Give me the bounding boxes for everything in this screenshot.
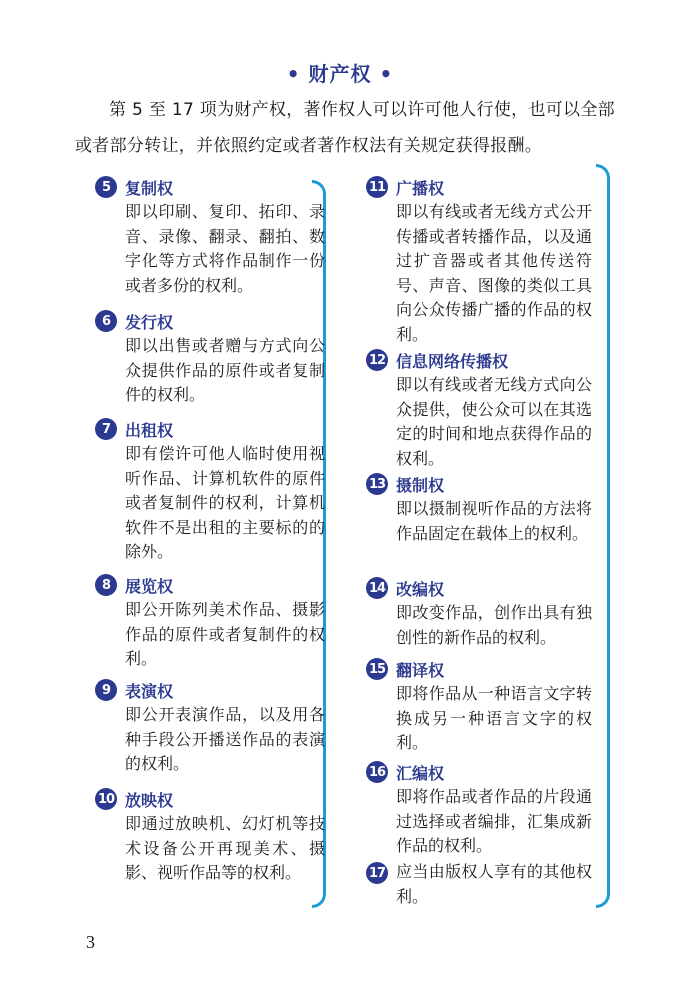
page-number: 3 xyxy=(86,932,95,952)
item-title: 广播权 xyxy=(396,178,445,198)
item-title: 信息网络传播权 xyxy=(396,351,509,371)
right-item xyxy=(366,347,596,471)
item-number-badge: 12 xyxy=(366,349,388,371)
item-description: 即以有线或者无线方式向公众提供，使公众可以在其选定的时间和地点获得作品的权利。 xyxy=(396,375,592,468)
bullet-right: • xyxy=(379,62,394,86)
right-item xyxy=(366,656,596,756)
item-number-badge: 7 xyxy=(95,418,117,440)
right-item xyxy=(95,174,325,298)
item-number-badge: 8 xyxy=(95,574,117,596)
item-number-badge: 14 xyxy=(366,577,388,599)
item-title: 应当由版权人享有的其他权利。 xyxy=(396,862,592,906)
intro-paragraph: 第 5 至 17 项为财产权，著作权人可以许可他人行使，也可以全部或者部分转让，并依照约定或者著作权法有关规定获得报酬。 xyxy=(75,100,615,156)
section-title: 财产权 xyxy=(308,62,372,86)
item-title: 摄制权 xyxy=(396,475,445,495)
item-title: 放映权 xyxy=(125,790,174,810)
item-description: 即以出售或者赠与方式向公众提供作品的原件或者复制件的权利。 xyxy=(125,336,325,404)
item-number-badge: 10 xyxy=(95,788,117,810)
item-number-badge: 17 xyxy=(366,862,388,884)
right-item xyxy=(95,308,325,408)
item-description: 即将作品或者作品的片段通过选择或者编排，汇集成新作品的权利。 xyxy=(396,787,592,855)
item-title: 翻译权 xyxy=(396,660,445,680)
right-item xyxy=(366,860,596,909)
item-number-badge: 6 xyxy=(95,310,117,332)
right-item xyxy=(95,786,325,886)
right-item xyxy=(366,575,596,650)
item-description: 即将作品从一种语言文字转换成另一种语言文字的权利。 xyxy=(396,684,592,752)
section-heading xyxy=(0,58,680,87)
right-item xyxy=(366,759,596,859)
item-title: 发行权 xyxy=(125,312,174,332)
right-item xyxy=(366,174,596,347)
item-title: 复制权 xyxy=(125,178,174,198)
item-number-badge: 9 xyxy=(95,679,117,701)
item-description: 即以印刷、复印、拓印、录音、录像、翻录、翻拍、数字化等方式将作品制作一份或者多份的权利。 xyxy=(125,202,325,295)
item-title: 表演权 xyxy=(125,681,174,701)
item-number-badge: 13 xyxy=(366,473,388,495)
right-item xyxy=(366,471,596,546)
item-number-badge: 5 xyxy=(95,176,117,198)
item-title: 改编权 xyxy=(396,579,445,599)
right-item xyxy=(95,572,325,672)
item-description: 即以有线或者无线方式公开传播或者转播作品，以及通过扩音器或者其他传送符号、声音、图像的类似工具向公众传播广播的作品的权利。 xyxy=(396,202,592,344)
right-item xyxy=(95,677,325,777)
item-number-badge: 16 xyxy=(366,761,388,783)
item-number-badge: 15 xyxy=(366,658,388,680)
item-description: 即以摄制视听作品的方法将作品固定在载体上的权利。 xyxy=(396,499,592,543)
item-description: 即通过放映机、幻灯机等技术设备公开再现美术、摄影、视听作品等的权利。 xyxy=(125,814,325,882)
item-description: 即公开表演作品，以及用各种手段公开播送作品的表演的权利。 xyxy=(125,705,325,773)
right-item xyxy=(95,416,325,565)
item-number-badge: 11 xyxy=(366,176,388,198)
item-title: 出租权 xyxy=(125,420,174,440)
item-description: 即有偿许可他人临时使用视听作品、计算机软件的原件或者复制件的权利，计算机软件不是出租的主要标的的除外。 xyxy=(125,444,325,561)
item-title: 汇编权 xyxy=(396,763,445,783)
right-column-bracket xyxy=(596,164,610,908)
item-description: 即公开陈列美术作品、摄影作品的原件或者复制件的权利。 xyxy=(125,600,325,668)
item-title: 展览权 xyxy=(125,576,174,596)
item-description: 即改变作品，创作出具有独创性的新作品的权利。 xyxy=(396,603,592,647)
bullet-left: • xyxy=(286,62,301,86)
